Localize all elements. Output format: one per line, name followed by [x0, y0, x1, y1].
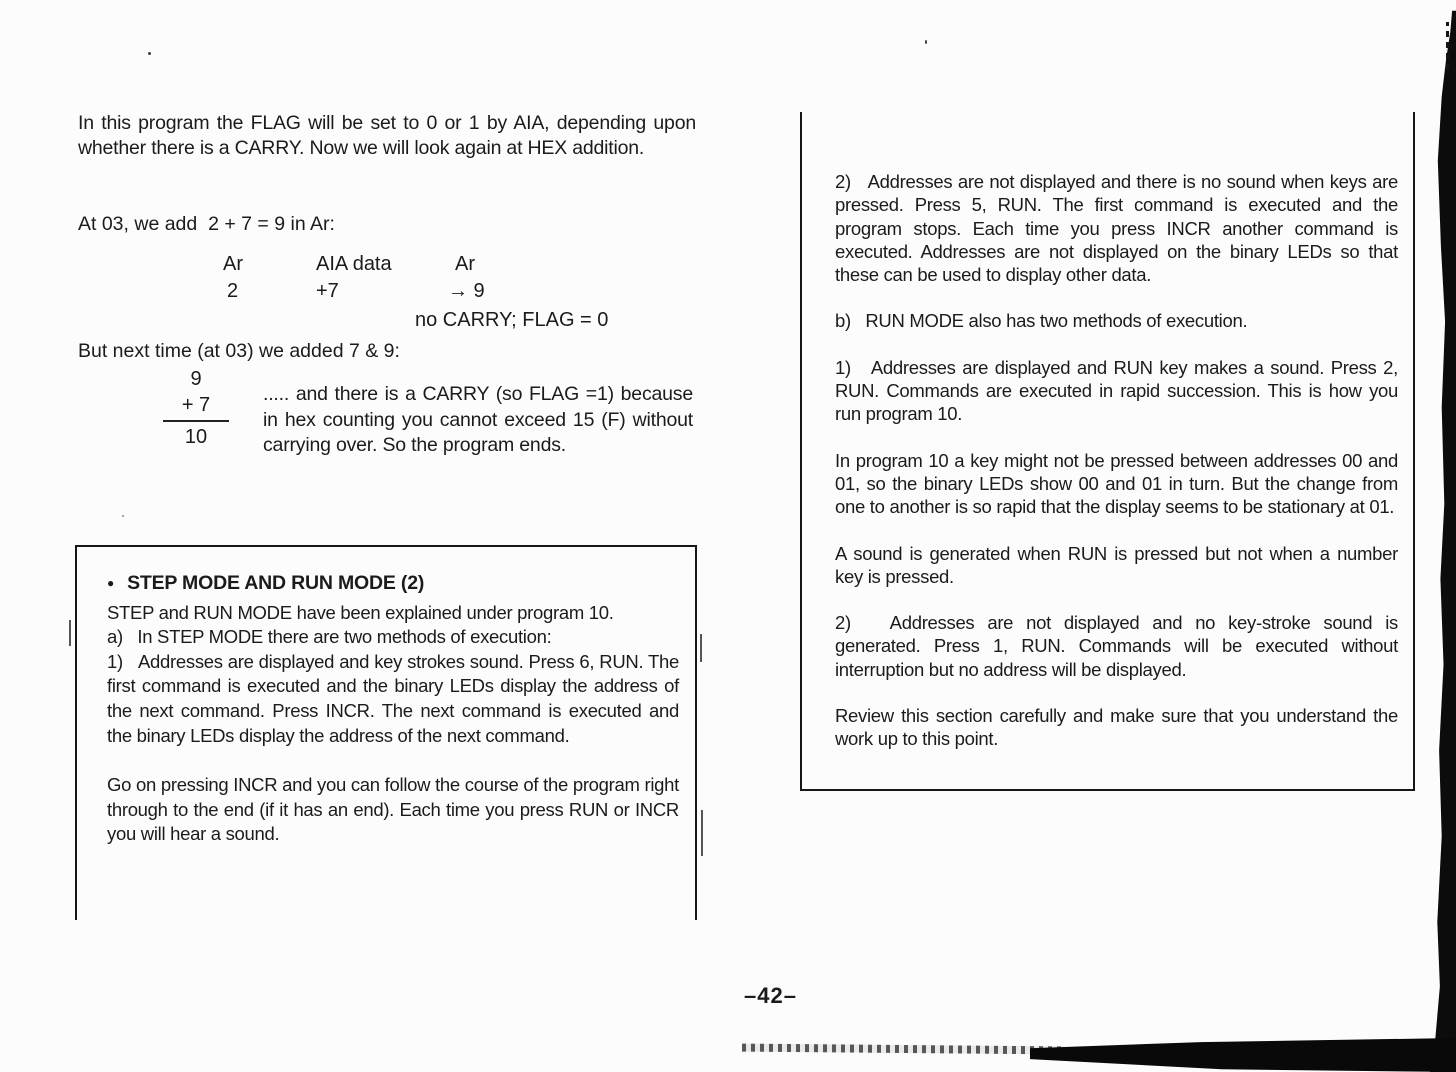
bullet-icon: ●: [107, 576, 115, 591]
right-para-sound: A sound is generated when RUN is pressed but not when a number key is pressed.: [835, 542, 1398, 587]
right-column-box: [800, 112, 1415, 791]
register-table-header-ar2: Ar: [455, 253, 475, 275]
scan-speck: [925, 40, 927, 44]
scan-stray-mark: [701, 810, 703, 856]
carry-explanation: ..... and there is a CARRY (so FLAG =1) because in hex counting you cannot exceed 15 (F) without carrying over. So the program ends.: [263, 383, 693, 456]
scan-speck: [148, 52, 151, 55]
scan-stray-mark: [69, 620, 71, 646]
right-para-run2: 2) Addresses are not displayed and no key-stroke sound is generated. Press 1, RUN. Commands will be executed without interruption but no address will be displayed.: [835, 612, 1398, 680]
right-item-b: b) RUN MODE also has two methods of execution.: [835, 310, 1248, 332]
box-incr-paragraph: Go on pressing INCR and you can follow the course of the program right through to the end (if it has an end). Each time you press RUN or INCR you will hear a sound.: [107, 774, 679, 845]
step-run-mode-box: [75, 545, 697, 920]
page-number: –42–: [744, 983, 797, 1008]
right-para-step2: 2) Addresses are not displayed and there is no sound when keys are pressed. Press 5, RUN. The first command is executed and the program stops. Each time you press INCR another command is executed. Addresses are not displayed on the binary LEDs so that these can be used to display other data.: [835, 171, 1398, 286]
vertical-addition: [163, 366, 229, 450]
register-table-value-aia-data: +7: [316, 280, 339, 302]
register-table-header-aia-data: AIA data: [316, 253, 392, 275]
register-table: [78, 253, 678, 343]
no-carry-note: no CARRY; FLAG = 0: [415, 309, 609, 331]
box-intro-line: STEP and RUN MODE have been explained under program 10.: [107, 601, 614, 623]
register-table-value-ar2: → 9: [448, 280, 485, 302]
right-para-run1: 1) Addresses are displayed and RUN key makes a sound. Press 2, RUN. Commands are executed in rapid succession. This is how you run program 10.: [835, 356, 1398, 425]
right-para-program10: In program 10 a key might not be pressed between addresses 00 and 01, so the binary LEDs show 00 and 01 in turn. But the change from one to another is so rapid that the display seems to be stationary at 01.: [835, 449, 1398, 518]
next-time-line: But next time (at 03) we added 7 & 9:: [78, 340, 400, 362]
intro-paragraph: In this program the FLAG will be set to 0 or 1 by AIA, depending upon whether there is a CARRY. Now we will look again at HEX addition.: [78, 112, 696, 159]
addition-sum: 10: [163, 420, 229, 450]
register-table-header-ar1: Ar: [223, 253, 243, 275]
box-item-a: a) In STEP MODE there are two methods of execution:: [107, 626, 552, 648]
scan-bottom-wedge-artifact: [1030, 1038, 1456, 1072]
addition-example-line: At 03, we add 2 + 7 = 9 in Ar:: [78, 213, 335, 235]
box-title: STEP MODE AND RUN MODE (2): [127, 572, 425, 594]
addend-top: 9: [190, 368, 202, 390]
scan-speck: [122, 515, 124, 517]
box-item-1: 1) Addresses are displayed and key strokes sound. Press 6, RUN. The first command is executed and the binary LEDs display the address of the next command. Press INCR. The next command is executed and the binary LEDs display the address of the next command.: [107, 650, 679, 746]
scan-edge-right-artifact: [1430, 0, 1456, 1072]
scan-edge-dash-artifact: [1446, 22, 1449, 70]
right-para-review: Review this section carefully and make sure that you understand the work up to this point.: [835, 705, 1398, 750]
register-table-value-ar1: 2: [227, 280, 239, 302]
scan-stray-mark: [700, 634, 702, 662]
addend-bottom: + 7: [181, 394, 211, 416]
box-heading: [107, 571, 679, 596]
scan-bottom-speckle-artifact: [742, 1044, 1064, 1055]
